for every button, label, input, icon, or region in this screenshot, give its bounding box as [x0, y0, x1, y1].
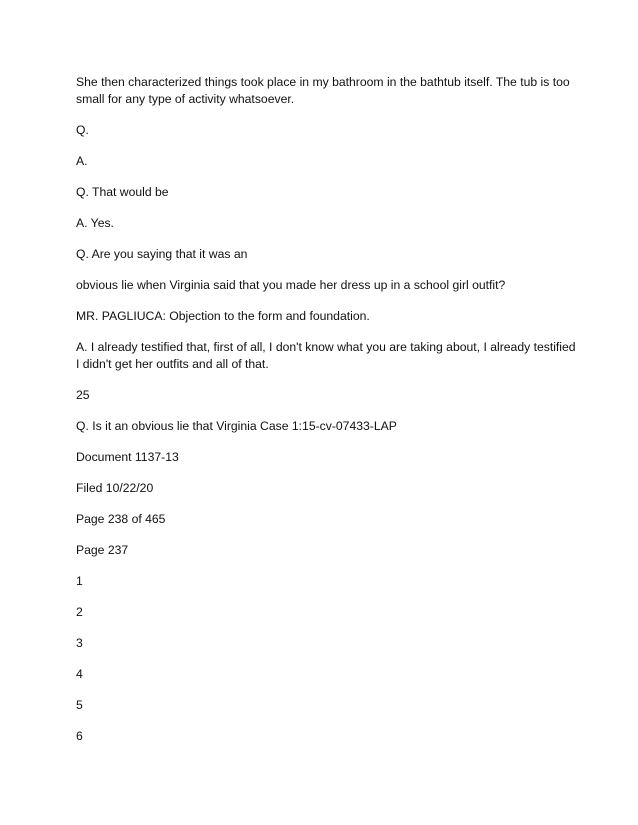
filed-date: Filed 10/22/20: [76, 481, 154, 495]
question-line: Q. That would be: [76, 185, 169, 199]
line-number: 3: [76, 636, 83, 650]
question-line: Q. Is it an obvious lie that Virginia Case 1:15-cv-07433-LAP: [76, 419, 397, 433]
testimony-paragraph: She then characterized things took place in my bathroom in the bathtub itself. The tub is too small for any type of activity whatsoever.: [76, 75, 570, 106]
document-number: Document 1137-13: [76, 450, 179, 464]
answer-paragraph: A. I already testified that, first of all, I don't know what you are taking about, I already testified I didn't get her outfits and all of that.: [76, 340, 576, 371]
question-line: Q. Are you saying that it was an: [76, 247, 248, 261]
line-number: 1: [76, 574, 83, 588]
line-number: 6: [76, 729, 83, 743]
question-continuation: obvious lie when Virginia said that you made her dress up in a school girl outfit?: [76, 278, 506, 292]
line-number: 25: [76, 388, 90, 402]
transcript-page: Page 237: [76, 543, 129, 557]
answer-line: A. Yes.: [76, 216, 114, 230]
objection-line: MR. PAGLIUCA: Objection to the form and foundation.: [76, 309, 370, 323]
answer-line: A.: [76, 154, 88, 168]
question-line: Q.: [76, 123, 89, 137]
page-of-total: Page 238 of 465: [76, 512, 166, 526]
line-number: 5: [76, 698, 83, 712]
line-number: 2: [76, 605, 83, 619]
line-number: 4: [76, 667, 83, 681]
